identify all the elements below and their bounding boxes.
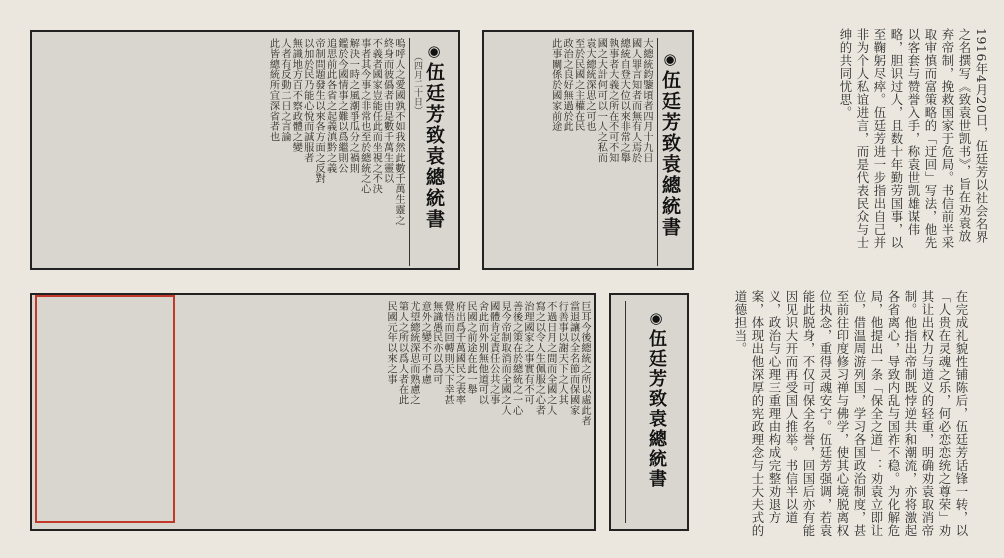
caption-top: 1916年4月20日，伍廷芳以社会名界之名撰写《致袁世凯书》，旨在劝袁放弃帝制，挽救国家于危局。书信前半采取审慎而富策略的「迂回」写法，他先以客套与赞誉入手，称袁世凯雄谋伟略，胆识过人，且数十年勤劳国事，以至鞠躬尽瘁。伍廷芳进一步指出自己并非为个人私谊进言，而是代表民众与士绅的共同忧思。 — [838, 28, 989, 249]
text-column: 不義者國家豈能任此而坐視之不決 — [370, 38, 382, 194]
text-column: 民國元年以來之事 — [385, 301, 397, 385]
text-column: 鑑於今國情事之難以爲繼則公 — [335, 38, 347, 174]
clipping-body-top-right — [488, 38, 652, 262]
text-column: 此事關係於國家前途 — [549, 38, 561, 132]
text-column: 以加於民乃能心悅而誠服者 — [301, 38, 313, 163]
text-column: 此皆總統所宜深省者也 — [267, 38, 279, 142]
text-column: 政治之良好無過於此 — [561, 38, 573, 132]
newspaper-clipping-bottom-right — [609, 293, 689, 531]
text-column: 當退讓以全名節而保國家 — [567, 301, 579, 416]
text-column: 覺悟而回轉則天下幸甚 — [442, 301, 454, 405]
text-column: 不過日月之間而全國之人 — [544, 301, 556, 416]
text-column: 民國之前途在此一舉 — [464, 301, 476, 395]
column-divider — [409, 38, 410, 266]
text-column: 舍此而外別無他道可以 — [476, 301, 488, 405]
circle-mark-icon: ◉ — [647, 309, 665, 329]
text-column: 事者其今事之非常也至於總統之心 — [358, 38, 370, 194]
newspaper-clipping-top-right — [482, 30, 694, 270]
caption-bottom: 在完成礼貌性铺陈后，伍廷芳话锋一转，以「人贵在灵魂之乐，何必恋恋统之尊荣」劝其让出权力与道义的轻重，明确劝袁取消帝制。他指出帝制既悖逆共和潮流，亦将激起各省离心，导致内乱与国祚不稳。为化解危局，他提出一条「保全之道」：劝袁立即让位，借温周游列国，学习各国政治制度，甚至前往印度修习禅与佛学，使其心境脱离权位执念，重得灵魂安宁。伍廷芳强调，若袁能此脱身，不仅可保全名誉，回国后亦有能因见识大开而再受国人推举。书信半以道义，政治与心理三重理由构成完整劝退方案，体现出他深厚的宪政理念与士大夫式的道德担当。 — [733, 290, 969, 537]
clipping-title: ◉伍廷芳致袁總統書 — [646, 309, 667, 489]
text-column: 寫之以令人生佩服之心者 — [533, 301, 545, 416]
column-divider — [657, 38, 658, 266]
text-column: 國之大計何可以一人之私而 — [595, 38, 607, 163]
text-column: 善後之策在於總統之一心 — [510, 301, 522, 416]
text-column: 解決一時之風潮爭瓜分之禍則 — [347, 38, 359, 174]
text-column: 追思前此各省之起義滇黔之義 — [324, 38, 336, 174]
text-column: 國體肯定責任公共之事 — [487, 301, 499, 405]
text-column: 無識地方百不察政體之變 — [290, 38, 302, 153]
circle-mark-icon: ◉ — [425, 42, 443, 62]
text-column: 總統自登大位以來非常之舉 — [618, 38, 630, 163]
text-column: 巨耳今後總統之所以處此者 — [579, 301, 590, 426]
text-column: 人者有反動二日之言論 — [278, 38, 290, 142]
highlight-box — [35, 295, 175, 523]
text-column: 帝制問題發生以來各方面之反對 — [313, 38, 325, 184]
text-column: 府出爲千萬國民之表率 — [453, 301, 465, 405]
text-column: 治理國家之事實有不可 — [521, 301, 533, 405]
text-column: 執事者大義之所在不可不知 — [606, 38, 618, 163]
circle-mark-icon: ◉ — [661, 50, 679, 70]
clipping-title: ◉伍廷芳致袁總統書 — [659, 50, 681, 238]
text-column: 尤望總統深思而熟慮之 — [407, 301, 419, 405]
text-column: 袁大總統深思之可也 — [583, 38, 595, 132]
text-column: 無識愚民亦以爲可 — [430, 301, 442, 385]
text-column: 見今帝制取消而全國之人 — [499, 301, 511, 416]
text-column: 國人罪言知者而無有人焉於 — [629, 38, 641, 163]
newspaper-clipping-top-left — [30, 30, 460, 270]
text-column: 至於民國之主權在民 — [572, 38, 584, 132]
text-column: 第人之所以爲人者在此 — [396, 301, 408, 405]
clipping-date: （四月二十日） — [412, 52, 422, 115]
clipping-body-top-left — [36, 38, 404, 262]
column-divider — [625, 301, 626, 523]
clipping-title: ◉伍廷芳致袁總統書 — [423, 42, 445, 230]
text-column: 嗚呼人之愛國孰不如我然此數千萬生靈之 — [393, 38, 404, 226]
text-column: 大總統鈞鑒頃者四月十九日 — [641, 38, 652, 163]
text-column: 行善事以謝天下之人其 — [556, 301, 568, 405]
text-column: 意外之變不可不慮 — [419, 301, 431, 385]
text-column: 終身而彼僞者由是數千萬生靈以 — [381, 38, 393, 184]
